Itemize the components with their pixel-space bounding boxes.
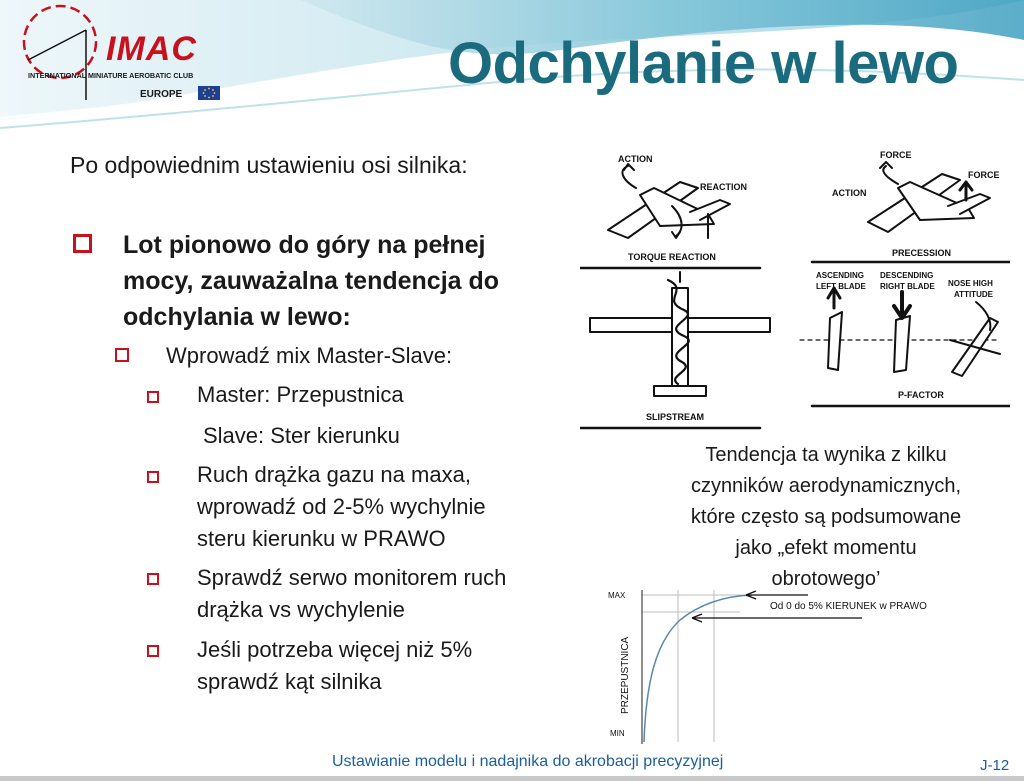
- item-2-line-2: wprowadź od 2-5% wychylnie: [197, 494, 486, 519]
- logo-main-text: IMAC: [106, 30, 197, 68]
- imac-logo: [18, 0, 233, 108]
- page-number: J-12: [980, 757, 1010, 774]
- graph-min-label: MIN: [610, 729, 625, 738]
- p-factor-blades-icon: [800, 288, 1000, 376]
- label-force: FORCE: [880, 150, 912, 160]
- torque-reaction-plane-icon: [608, 164, 730, 238]
- label-descending-1: DESCENDING: [880, 271, 934, 280]
- logo-club-text: INTERNATIONAL MINIATURE AEROBATIC CLUB: [28, 71, 194, 80]
- label-ascending-2: LEFT BLADE: [816, 282, 866, 291]
- label-descending-2: RIGHT BLADE: [880, 282, 935, 291]
- footer-text: Ustawianie modelu i nadajnika do akrobacji precyzyjnej: [332, 753, 724, 770]
- label-nose-high-2: ATTITUDE: [954, 290, 993, 299]
- graph-max-label: MAX: [608, 591, 626, 600]
- slide-title: Odchylanie w lewo: [448, 31, 959, 96]
- item-4-line-1: Jeśli potrzeba więcej niż 5%: [197, 637, 473, 662]
- caption-line-5: obrotowego’: [771, 568, 881, 590]
- aerodynamics-figure: [580, 140, 1010, 440]
- label-nose-high-1: NOSE HIGH: [948, 279, 993, 288]
- caption-line-3: które często są podsumowane: [690, 506, 962, 528]
- item-2-line-1: Ruch drążka gazu na maxa,: [197, 462, 471, 487]
- label-ascending-1: ASCENDING: [816, 271, 865, 280]
- sub-bullet-marker: [115, 348, 129, 362]
- slipstream-plane-icon: [590, 272, 770, 396]
- item-3-line-1: Sprawdź serwo monitorem ruch: [197, 565, 507, 590]
- item-3-marker: [147, 573, 159, 585]
- label-slipstream: SLIPSTREAM: [646, 412, 705, 422]
- item-2-marker: [147, 471, 159, 483]
- label-action-right: ACTION: [832, 188, 867, 198]
- label-torque-reaction: TORQUE REACTION: [628, 252, 716, 262]
- bottom-bar: [0, 776, 1024, 781]
- caption-line-2: czynników aerodynamicznych,: [690, 475, 962, 497]
- graph-annotation: Od 0 do 5% KIERUNEK w PRAWO: [770, 601, 927, 612]
- figure-caption: [652, 440, 1000, 595]
- item-2-line-3: steru kierunku w PRAWO: [197, 526, 446, 551]
- item-4-marker: [147, 645, 159, 657]
- throttle-curve-line: [644, 595, 752, 742]
- main-bullet-line-2: mocy, zauważalna tendencja do: [123, 267, 500, 295]
- label-reaction: REACTION: [700, 182, 747, 192]
- label-p-factor: P-FACTOR: [898, 390, 944, 400]
- main-bullet-line-1: Lot pionowo do góry na pełnej: [123, 231, 486, 259]
- main-bullet-line-3: odchylania w lewo:: [123, 303, 351, 331]
- label-precession: PRECESSION: [892, 248, 952, 258]
- caption-line-4: jako „efekt momentu: [735, 537, 917, 559]
- item-1-marker: [147, 391, 159, 403]
- item-1-line-1: Master: Przepustnica: [197, 382, 404, 407]
- item-4-line-2: sprawdź kąt silnika: [197, 669, 382, 694]
- intro-text: Po odpowiednim ustawieniu osi silnika:: [70, 152, 468, 178]
- label-action: ACTION: [618, 154, 653, 164]
- item-3-line-2: drążka vs wychylenie: [197, 597, 405, 622]
- item-1-slave-line: Slave: Ster kierunku: [203, 423, 400, 448]
- label-force-right: FORCE: [968, 170, 1000, 180]
- sub-bullet-text: Wprowadź mix Master-Slave:: [166, 343, 453, 368]
- caption-line-1: Tendencja ta wynika z kilku: [705, 444, 947, 466]
- graph-y-label: PRZEPUSTNICA: [620, 636, 631, 714]
- logo-region-text: EUROPE: [140, 89, 183, 100]
- main-bullet-marker: [73, 234, 92, 253]
- throttle-curve-graph: [600, 582, 980, 747]
